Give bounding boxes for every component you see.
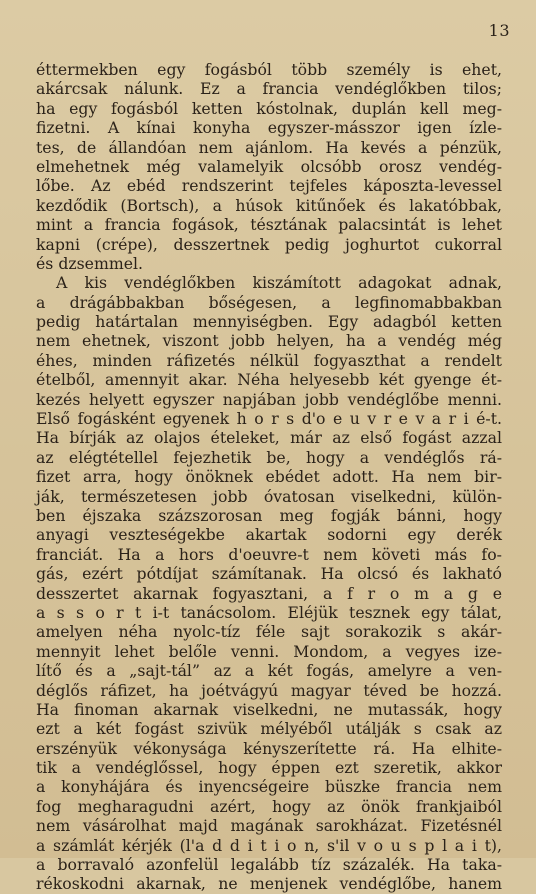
text-line: ha egy fogásból ketten kóstolnak, duplán kell meg- [36, 98, 502, 118]
text-line: elmehetnek még valamelyik olcsóbb orosz vendég- [36, 156, 502, 176]
text-line: éttermekben egy fogásból több személy is ehet, [36, 60, 502, 79]
text-line: kezdődik (Bortsch), a húsok kitűnőek és lakatóbbak, [36, 195, 502, 215]
text-line: Első fogásként egyenek h o r s d'o e u v r e v a r i é-t. [36, 409, 502, 429]
text-line: az elégtétellel fejezhetik be, hogy a vendéglős rá- [36, 447, 502, 467]
text-line: nem vásárolhat majd magának sarokházat. Fizetésnél [36, 816, 502, 836]
text-line: kapni (crépe), desszertnek pedig joghurtot cukorral [36, 234, 502, 254]
text-line: éhes, minden ráfizetés nélkül fogyaszthat a rendelt [36, 350, 502, 370]
text-line: anyagi veszteségekbe akartak sodorni egy derék [36, 525, 502, 545]
text-line: fizet arra, hogy önöknek ebédet adott. Ha nem bir- [36, 467, 502, 487]
text-line: mennyit lehet belőle venni. Mondom, a vegyes ize- [36, 641, 502, 661]
paragraph [36, 60, 502, 273]
page-number: 13 [488, 21, 510, 40]
text-line: és dzsemmel. [36, 253, 144, 273]
text-line: Ha finoman akarnak viselkedni, ne mutassák, hogy [36, 699, 502, 719]
text-line: rékoskodni akarnak, ne menjenek vendéglőbe, hanem [36, 874, 502, 894]
paragraph [36, 273, 502, 894]
text-line: a számlát kérjék (l'a d d i t i o n, s'il v o u s p l a i t), [36, 835, 502, 855]
text-line: a drágábbakban bőségesen, a legfinomabbakban [36, 292, 502, 312]
text-line: franciát. Ha a hors d'oeuvre-t nem követi más fo- [36, 544, 502, 564]
text-line: A kis vendéglőkben kiszámított adagokat adnak, [56, 273, 502, 293]
text-line: ben éjszaka százszorosan meg fogják bánni, hogy [36, 505, 502, 525]
text-line: fog megharagudni azért, hogy az önök frankjaiból [36, 796, 502, 816]
text-line: Ha bírják az olajos ételeket, már az első fogást azzal [36, 428, 502, 448]
text-line: lőbe. Az ebéd rendszerint tejfeles káposzta-levessel [36, 176, 502, 196]
text-line: gás, ezért pótdíjat számítanak. Ha olcsó és lakható [36, 564, 502, 584]
text-line: a s s o r t i-t tanácsolom. Eléjük tesznek egy tálat, [36, 602, 502, 622]
page-body-text [36, 60, 502, 894]
text-line: ezt a két fogást szivük mélyéből utálják s csak az [36, 719, 502, 739]
text-line: fizetni. A kínai konyha egyszer-másszor igen ízle- [36, 118, 502, 138]
text-line: lítő és a „sajt-tál” az a két fogás, amelyre a ven- [36, 661, 502, 681]
text-line: desszertet akarnak fogyasztani, a f r o m a g e [36, 583, 502, 603]
text-line: tik a vendéglőssel, hogy éppen ezt szeretik, akkor [36, 758, 502, 778]
text-line: ják, természetesen jobb óvatosan viselkedni, külön- [36, 486, 502, 506]
text-line: pedig határtalan mennyiségben. Egy adagból ketten [36, 312, 502, 332]
text-line: kezés helyett egyszer napjában jobb vendéglőbe menni. [36, 389, 502, 409]
text-line: a konyhájára és inyencségeire büszke francia nem [36, 777, 502, 797]
text-line: déglős ráfizet, ha joétvágyú magyar téved be hozzá. [36, 680, 502, 700]
text-line: erszényük vékonysága kényszerítette rá. Ha elhite- [36, 738, 502, 758]
text-line: akárcsak nálunk. Ez a francia vendéglőkben tilos; [36, 79, 502, 99]
text-line: ételből, amennyit akar. Néha helyesebb két gyenge ét- [36, 370, 502, 390]
text-line: a borravaló azonfelül legalább tíz százalék. Ha taka- [36, 855, 502, 875]
text-line: nem ehetnek, viszont jobb helyen, ha a vendég még [36, 331, 502, 351]
text-line: tes, de állandóan nem ajánlom. Ha kevés a pénzük, [36, 137, 502, 157]
text-line: mint a francia fogások, tésztának palacsintát is lehet [36, 215, 502, 235]
text-line: amelyen néha nyolc-tíz féle sajt sorakozik s akár- [36, 622, 502, 642]
